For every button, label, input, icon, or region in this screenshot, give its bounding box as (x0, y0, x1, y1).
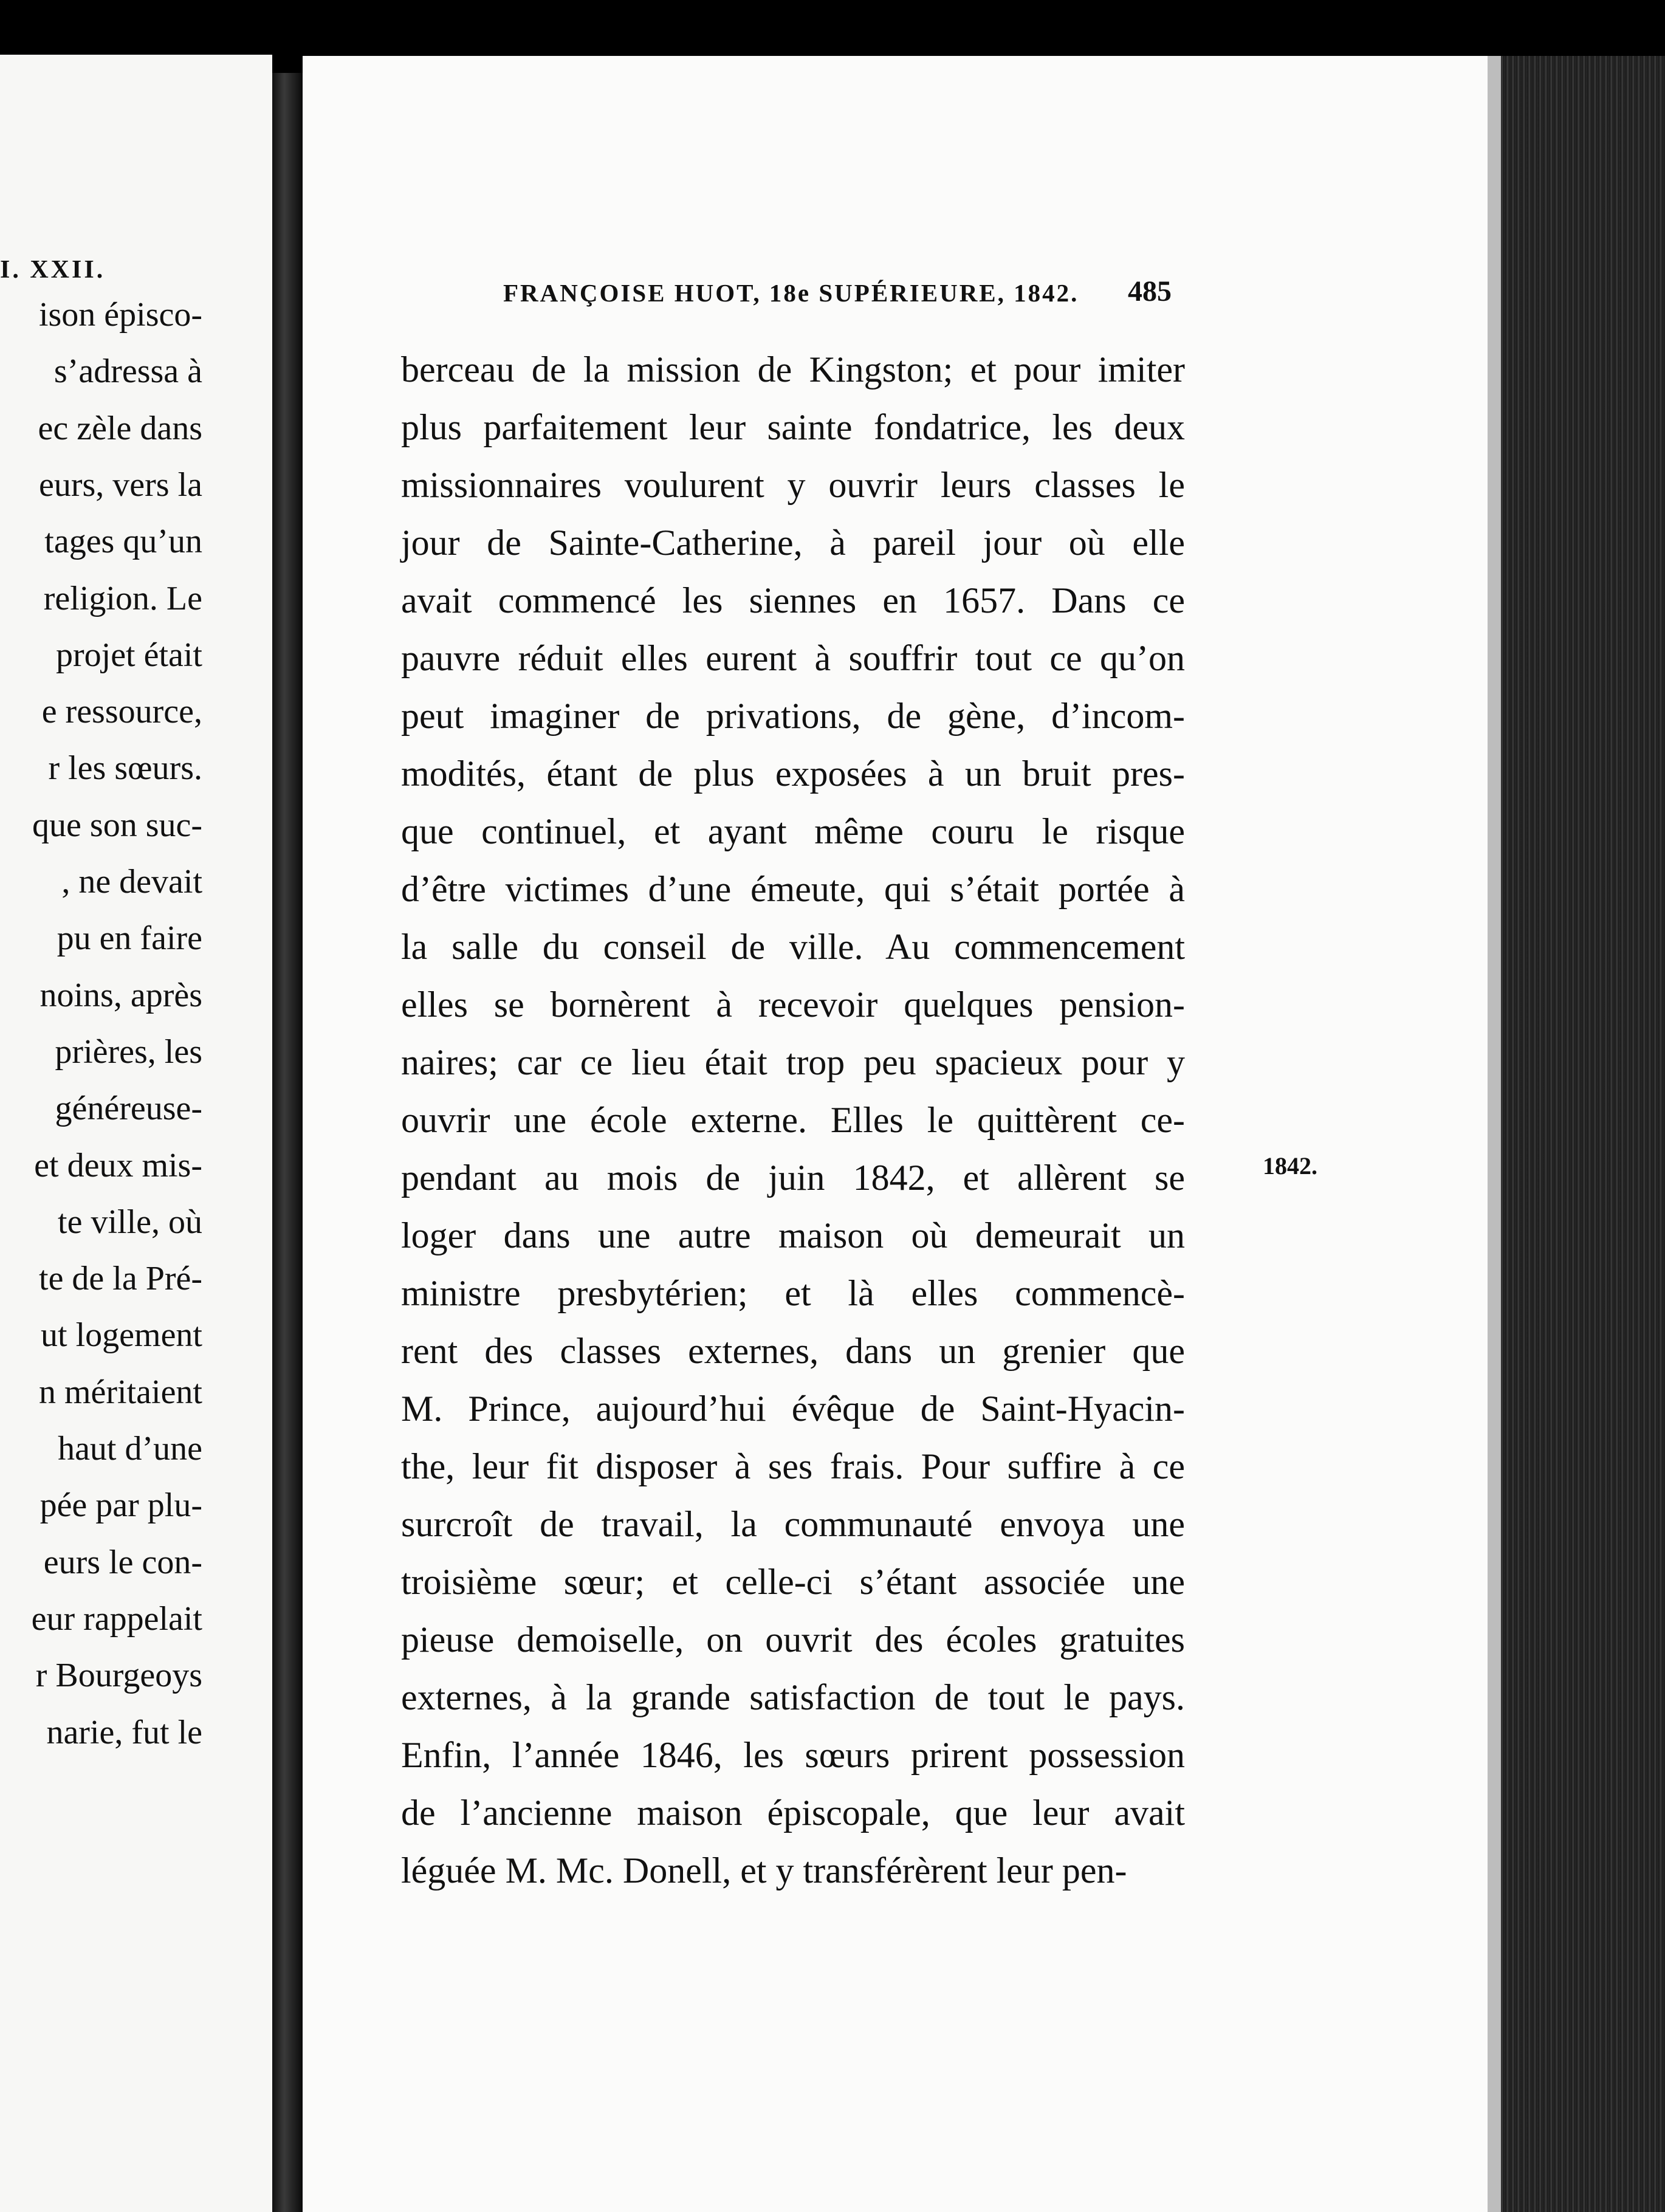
body-text-line: que continuel, et ayant même couru le risque (401, 811, 1185, 851)
running-head: FRANÇOISE HUOT, 18e SUPÉRIEURE, 1842. (503, 279, 1079, 307)
page-number: 485 (1128, 275, 1172, 307)
margin-note-year: 1842. (1263, 1152, 1317, 1180)
right-page (303, 56, 1488, 2212)
left-text-line: généreuse- (55, 1090, 202, 1128)
body-text-line: modités, étant de plus exposées à un bruit pres- (401, 754, 1185, 794)
left-text-line: pu en faire (57, 919, 202, 958)
body-text-line: jour de Sainte-Catherine, à pareil jour où elle (401, 523, 1185, 563)
left-text-line: te de la Pré- (39, 1260, 202, 1298)
left-text-line: , ne devait (61, 863, 202, 901)
left-text-line: pée par plu- (39, 1486, 202, 1525)
left-text-line: et deux mis- (34, 1146, 202, 1184)
left-running-head: I. XXII. (0, 256, 106, 284)
page-edges (1488, 56, 1665, 2212)
left-text-line: prières, les (55, 1032, 202, 1071)
left-text-line: r les sœurs. (48, 749, 202, 788)
body-text-line: d’être victimes d’une émeute, qui s’était portée à (401, 869, 1185, 909)
body-text-line: troisième sœur; et celle-ci s’étant associée une (401, 1562, 1185, 1602)
body-text-line: externes, à la grande satisfaction de tout le pays. (401, 1677, 1185, 1717)
body-text-line: the, leur fit disposer à ses frais. Pour suffire à ce (401, 1446, 1185, 1486)
body-text-line: missionnaires voulurent y ouvrir leurs classes le (401, 465, 1185, 505)
body-text-line: berceau de la mission de Kingston; et pour imiter (401, 349, 1185, 390)
body-text-line: ouvrir une école externe. Elles le quittèrent ce- (401, 1100, 1185, 1140)
left-text-line: e ressource, (41, 693, 202, 731)
body-text-line: naires; car ce lieu était trop peu spacieux pour y (401, 1042, 1185, 1082)
body-text-line: de l’ancienne maison épiscopale, que leur avait (401, 1793, 1185, 1833)
left-text-line: r Bourgeoys (35, 1657, 202, 1695)
left-text-line: que son suc- (32, 806, 202, 844)
left-text-line: n méritaient (38, 1373, 202, 1411)
page-edge-highlight (1488, 56, 1501, 2212)
body-text-line: surcroît de travail, la communauté envoya une (401, 1504, 1185, 1544)
body-text-line: pieuse demoiselle, on ouvrit des écoles gratuites (401, 1619, 1185, 1660)
body-text-line: plus parfaitement leur sainte fondatrice, les deux (401, 407, 1185, 447)
body-text-line: léguée M. Mc. Donell, et y transférèrent leur pen- (401, 1850, 1127, 1891)
left-text-line: noins, après (39, 976, 202, 1014)
body-text-line: pendant au mois de juin 1842, et allèrent se (401, 1158, 1185, 1198)
left-text-line: ison épisco- (38, 296, 202, 334)
body-text-line: rent des classes externes, dans un grenier que (401, 1331, 1185, 1371)
body-text-line: la salle du conseil de ville. Au commencement (401, 927, 1185, 967)
body-text-line: elles se bornèrent à recevoir quelques pension- (401, 984, 1185, 1025)
left-text-line: te ville, où (58, 1203, 202, 1241)
left-text-line: projet était (55, 636, 202, 674)
body-text-line: Enfin, l’année 1846, les sœurs prirent possession (401, 1735, 1185, 1775)
left-text-line: tages qu’un (44, 523, 202, 561)
body-text-line: peut imaginer de privations, de gène, d’incom- (401, 696, 1185, 736)
left-text-line: eurs, vers la (38, 465, 202, 504)
left-text-line: haut d’une (58, 1430, 202, 1468)
left-text-line: s’adressa à (53, 352, 202, 391)
left-text-line: narie, fut le (46, 1713, 202, 1751)
left-text-line: eur rappelait (31, 1599, 202, 1638)
body-text-line: M. Prince, aujourd’hui évêque de Saint-Hyacin- (401, 1389, 1185, 1429)
left-text-line: eurs le con- (43, 1543, 202, 1581)
body-text-line: ministre presbytérien; et là elles commencè- (401, 1273, 1185, 1313)
body-text-line: pauvre réduit elles eurent à souffrir tout ce qu’on (401, 638, 1185, 678)
left-page (0, 55, 272, 2212)
book-gutter (272, 73, 303, 2212)
left-text-line: ec zèle dans (38, 409, 202, 447)
left-text-line: ut logement (41, 1316, 202, 1355)
body-text-line: avait commencé les siennes en 1657. Dans ce (401, 580, 1185, 620)
body-text-line: loger dans une autre maison où demeurait un (401, 1215, 1185, 1255)
left-text-line: religion. Le (43, 579, 202, 617)
